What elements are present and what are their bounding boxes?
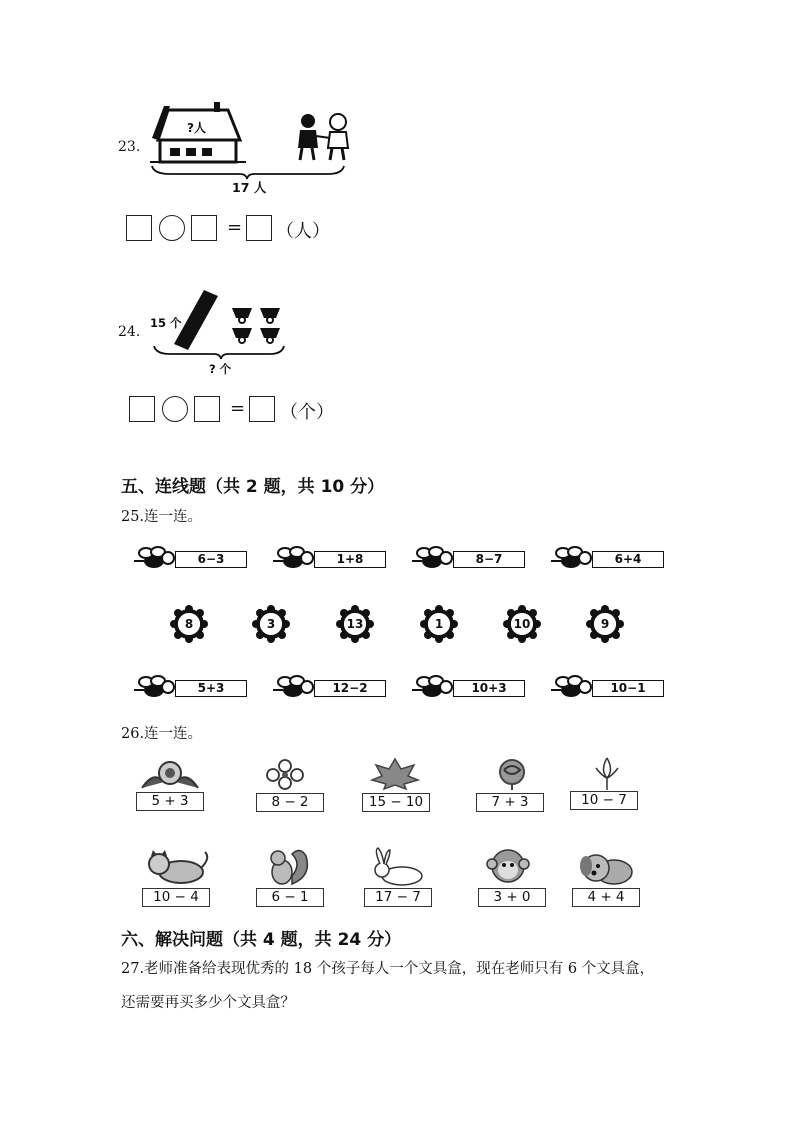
children-icon <box>296 112 356 162</box>
bee-icon <box>549 545 593 573</box>
puppy-icon <box>574 850 634 886</box>
section-6-title: 六、解决问题（共 4 题，共 24 分） <box>121 930 402 950</box>
brace <box>152 344 292 360</box>
bee-icon <box>410 674 454 702</box>
rabbit-icon <box>366 846 426 886</box>
expression-box: 8 − 2 <box>256 793 324 812</box>
expression-box: 6 − 1 <box>256 888 324 907</box>
squirrel-icon <box>262 846 312 886</box>
expression-box: 10 − 4 <box>142 888 210 907</box>
stack-bar-icon <box>174 288 224 352</box>
unit-label: （个） <box>280 402 334 423</box>
flower-value: 9 <box>600 617 610 631</box>
section-5-title: 五、连线题（共 2 题，共 10 分） <box>121 477 385 497</box>
flower-number[interactable] <box>420 605 458 643</box>
bee-expression: 10−1 <box>592 680 664 697</box>
expression-box: 3 + 0 <box>478 888 546 907</box>
answer-box-2[interactable] <box>194 396 220 422</box>
question-number: 23. <box>118 139 141 155</box>
bee-expression: 1+8 <box>314 551 386 568</box>
flower-number[interactable] <box>336 605 374 643</box>
flower-value: 8 <box>184 617 194 631</box>
answer-box-result[interactable] <box>246 215 272 241</box>
question-27-line-2: 还需要再买多少个文具盒？ <box>121 995 295 1011</box>
flower-number[interactable] <box>252 605 290 643</box>
answer-box-1[interactable] <box>129 396 155 422</box>
answer-box-result[interactable] <box>249 396 275 422</box>
cat-icon <box>145 850 211 886</box>
expression-box: 17 − 7 <box>364 888 432 907</box>
operator-circle[interactable] <box>159 215 185 241</box>
bee-icon <box>549 674 593 702</box>
flower-value: 3 <box>266 617 276 631</box>
flower-number[interactable] <box>170 605 208 643</box>
bee-expression: 8−7 <box>453 551 525 568</box>
flower-value: 13 <box>346 617 364 631</box>
lily-icon <box>592 756 622 790</box>
question-number: 24. <box>118 324 141 340</box>
bee-expression: 10+3 <box>453 680 525 697</box>
bee-icon <box>410 545 454 573</box>
monkey-icon <box>486 848 530 886</box>
expression-box: 4 + 4 <box>572 888 640 907</box>
flower-value: 10 <box>513 617 531 631</box>
blossom-icon <box>265 760 305 790</box>
bee-icon <box>132 674 176 702</box>
rose-icon <box>494 758 530 790</box>
expression-box: 15 − 10 <box>362 793 430 812</box>
roof-label: ?人 <box>187 121 206 135</box>
bells-icon <box>228 302 288 348</box>
brace-label: 17 人 <box>232 180 267 195</box>
bee-icon <box>132 545 176 573</box>
bee-expression: 12−2 <box>314 680 386 697</box>
unit-label: （人） <box>276 221 330 242</box>
question-25-title: 25.连一连。 <box>121 509 203 525</box>
expression-box: 7 + 3 <box>476 793 544 812</box>
brace-label: ? 个 <box>209 362 232 376</box>
flower-number[interactable] <box>586 605 624 643</box>
question-27-line-1: 27.老师准备给表现优秀的 18 个孩子每人一个文具盒，现在老师只有 6 个文具盒， <box>121 961 655 977</box>
equals-sign: = <box>227 217 243 238</box>
expression-box: 5 + 3 <box>136 792 204 811</box>
answer-box-1[interactable] <box>126 215 152 241</box>
expression-box: 10 − 7 <box>570 791 638 810</box>
bee-expression: 5+3 <box>175 680 247 697</box>
flower-number[interactable] <box>503 605 541 643</box>
maple-leaf-icon <box>370 758 420 790</box>
flower-value: 1 <box>434 617 444 631</box>
answer-box-2[interactable] <box>191 215 217 241</box>
bee-expression: 6−3 <box>175 551 247 568</box>
operator-circle[interactable] <box>162 396 188 422</box>
equals-sign: = <box>230 398 246 419</box>
left-label: 15 个 <box>150 316 182 330</box>
question-26-title: 26.连一连。 <box>121 726 203 742</box>
sunflower-icon <box>140 760 200 790</box>
bee-icon <box>271 545 315 573</box>
bee-icon <box>271 674 315 702</box>
bee-expression: 6+4 <box>592 551 664 568</box>
